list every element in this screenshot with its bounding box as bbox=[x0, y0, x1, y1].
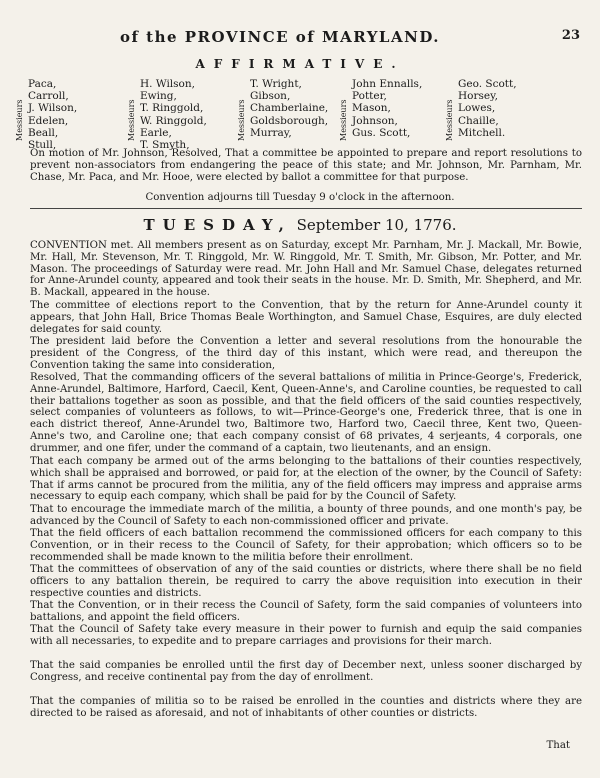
member-name: T. Ringgold, bbox=[140, 102, 204, 115]
member-name: T. Wright, bbox=[250, 78, 302, 90]
body-paragraph: CONVENTION met. All members present as on Saturday, except Mr. Parnham, Mr. J. Mackall, Mr. Bowie, Mr. Hall, Mr. Stevenson, Mr. T. Ringgold, Mr. W. Ringgold, Mr. T. Smith, Mr. Gibson, Mr. Potter, and Mr. Mason. The proceedings of Saturday were read. Mr. John Hall and Mr. Samuel Chase, delegates returned for Anne-Arundel county, appeared and took their seats in the house. Mr. D. Smith, Mr. Shepherd, and Mr. B. Mackall, appeared in the house. bbox=[30, 240, 582, 299]
day-date: September 10, 1776. bbox=[296, 216, 457, 234]
member-name: Geo. Scott, bbox=[458, 78, 517, 90]
body-paragraph: The president laid before the Convention a letter and several resolutions from the honourable the president of the Congress, of the third day of this instant, which were read, and thereupon the Convention taking the same into consideration, bbox=[30, 336, 582, 371]
section-rule bbox=[30, 208, 582, 209]
name-list bbox=[28, 78, 77, 151]
member-name: Murray, bbox=[250, 126, 292, 139]
body-paragraph: That each company be armed out of the arms belonging to the battalions of their counties respectively, which shall be appraised and borrowed, or paid for, at the election of the owner, by the Council of Safety: That if arms cannot be procured from the militia, any of the field officers may impress and appraise arms necessary to equip each company, which shall be paid for by the Council of Safety. bbox=[30, 456, 582, 503]
messieurs-label: Messieurs bbox=[339, 99, 348, 141]
member-name: Edelen, bbox=[28, 114, 69, 127]
name-list bbox=[250, 78, 328, 139]
member-name: Goldsborough, bbox=[250, 114, 329, 127]
member-name: Gus. Scott, bbox=[352, 126, 411, 139]
messieurs-label: Messieurs bbox=[15, 99, 24, 141]
messieurs-label: Messieurs bbox=[445, 99, 454, 141]
affirmative-heading: AFFIRMATIVE. bbox=[195, 57, 405, 71]
day-heading bbox=[0, 216, 600, 234]
body-paragraph: That the Council of Safety take every measure in their power to furnish and equip the said companies with all necessaries, to expedite and to prepare carriages and provisions for their march. bbox=[30, 624, 582, 647]
adjournment-line: Convention adjourns till Tuesday 9 o'clock in the afternoon. bbox=[145, 192, 455, 203]
body-paragraph: That the field officers of each battalion recommend the commissioned officers for each company to this Convention, or in their recess to the Council of Safety, for their approbation; which officers so to be recommended shall be made known to the militia before their enrollment. bbox=[30, 528, 582, 563]
page-number: 23 bbox=[561, 28, 580, 43]
member-name: Gibson, bbox=[250, 90, 291, 103]
day-name: TUESDAY, bbox=[143, 216, 292, 234]
member-name: John Ennalls, bbox=[352, 78, 423, 90]
messieurs-label: Messieurs bbox=[237, 99, 246, 141]
member-name: Chamberlaine, bbox=[250, 102, 329, 115]
body-paragraph: That the Convention, or in their recess the Council of Safety, form the said companies of volunteers into battalions, and appoint the field officers. bbox=[30, 600, 582, 623]
member-name: T. Smyth, bbox=[140, 139, 190, 152]
member-name: W. Ringgold, bbox=[140, 114, 207, 127]
member-name: Earle, bbox=[140, 126, 172, 139]
running-title: of the PROVINCE of MARYLAND. bbox=[120, 28, 441, 46]
name-list bbox=[352, 78, 422, 139]
member-name: Horsey, bbox=[458, 90, 498, 103]
member-name: Potter, bbox=[352, 90, 387, 103]
member-name: Mitchell. bbox=[458, 126, 506, 139]
member-name: Johnson, bbox=[352, 114, 398, 127]
member-name: Ewing, bbox=[140, 90, 177, 103]
page-header bbox=[120, 28, 590, 50]
member-name: Carroll, bbox=[28, 90, 69, 103]
member-name: Mason, bbox=[352, 102, 391, 115]
name-list bbox=[140, 78, 207, 151]
member-name: Lowes, bbox=[458, 102, 496, 115]
name-list bbox=[458, 78, 517, 139]
member-name: Chaille, bbox=[458, 114, 499, 127]
body-paragraph: That the said companies be enrolled until the first day of December next, unless sooner discharged by Congress, and receive continental pay from the day of enrollment. bbox=[30, 660, 582, 683]
member-name: Paca, bbox=[28, 78, 57, 90]
body-paragraph: That to encourage the immediate march of the militia, a bounty of three pounds, and one month's pay, be advanced by the Council of Safety to each non-commissioned officer and private. bbox=[30, 504, 582, 527]
catchword: That bbox=[546, 740, 570, 751]
body-paragraph: That the companies of militia so to be raised be enrolled in the counties and districts where they are directed to be raised as aforesaid, and not of inhabitants of other counties or districts. bbox=[30, 696, 582, 719]
motion-paragraph: On motion of Mr. Johnson, Resolved, That a committee be appointed to prepare and report resolutions to prevent non-associators from endangering the peace of this state; and Mr. Johnson, Mr. Parnham, Mr. Chase, Mr. Paca, and Mr. Hooe, were elected by ballot a committee for that purpose. bbox=[30, 148, 582, 183]
member-name: H. Wilson, bbox=[140, 78, 195, 90]
member-name: Beall, bbox=[28, 126, 59, 139]
member-name: Stull, bbox=[28, 139, 57, 152]
messieurs-label: Messieurs bbox=[127, 99, 136, 141]
body-paragraph: The committee of elections report to the Convention, that by the return for Anne-Arundel county it appears, that John Hall, Brice Thomas Beale Worthington, and Samuel Chase, Esquires, are duly elected delegates for said county. bbox=[30, 300, 582, 335]
member-name: J. Wilson, bbox=[28, 102, 78, 115]
body-paragraph: Resolved, That the commanding officers of the several battalions of militia in Prince-George's, Frederick, Anne-Arundel, Baltimore, Harford, Caecil, Kent, Queen-Anne's, and Caroline counties, be requested to call their battalions together as soon as possible, and that the field officers of the said counties respectively, select companies of volunteers as follows, to wit—Prince-George's one, Frederick three, that is one in each district thereof, Anne-Arundel two, Baltimore two, Harford two, Caecil three, Kent two, Queen-Anne's two, and Caroline one; that each company consist of 68 privates, 4 serjeants, 4 corporals, one drummer, and one fifer, under the command of a captain, two lieutenants, and an ensign. bbox=[30, 372, 582, 454]
body-paragraph: That the committees of observation of any of the said counties or districts, where there shall be no field officers to any battalion therein, be required to carry the above requisition into execution in their respective counties and districts. bbox=[30, 564, 582, 599]
